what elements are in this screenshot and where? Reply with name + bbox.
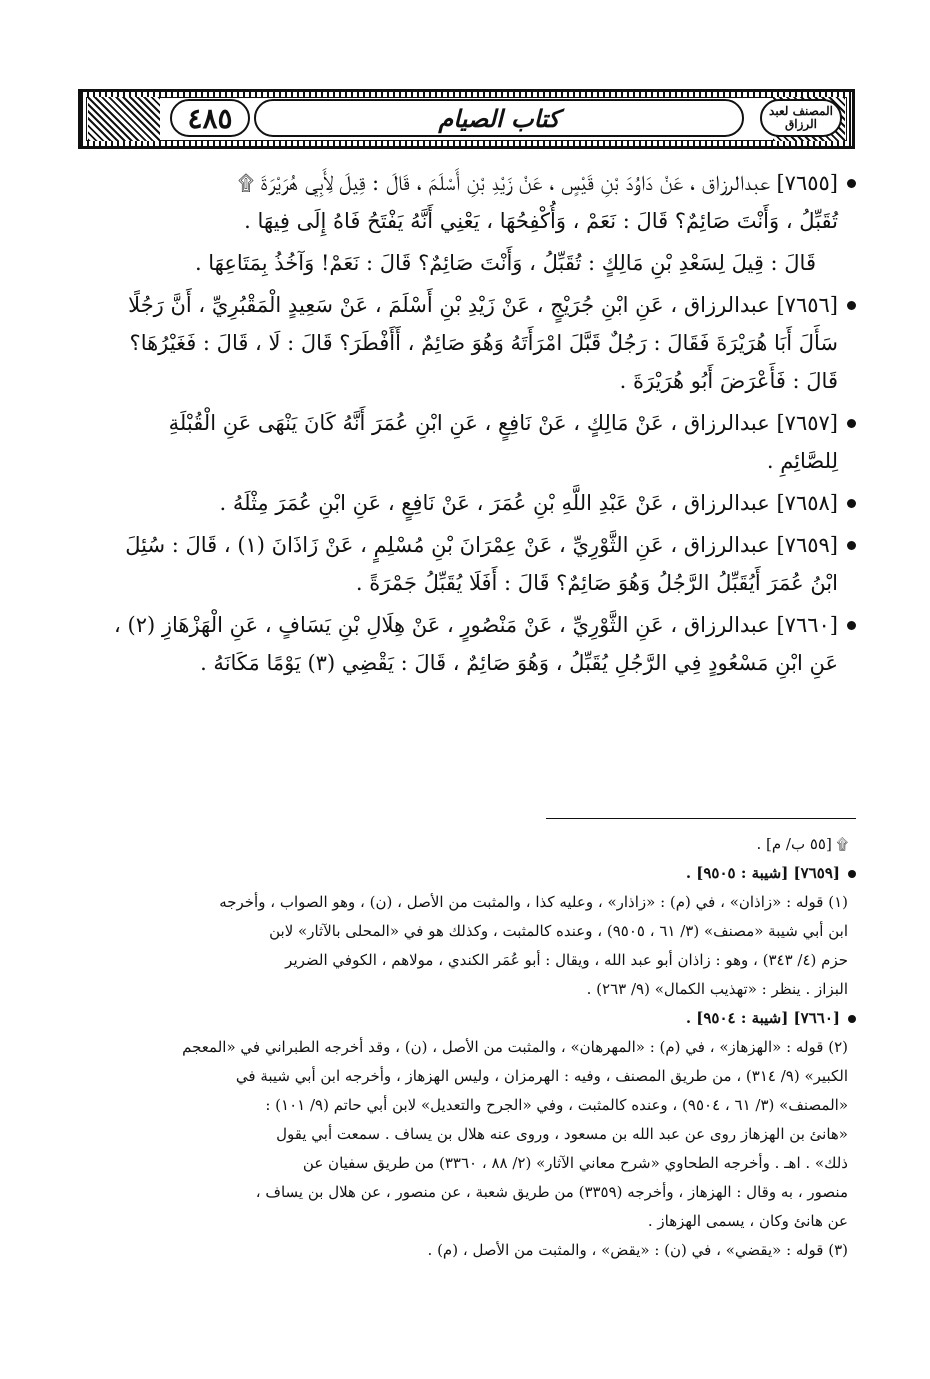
page-number: ٤٨٥ [170, 99, 250, 137]
source-tag-7660 [76, 1004, 856, 1033]
text-line: عن هانئ وكان ، يسمى الهزهاز . [647, 1212, 848, 1230]
text-line: عَنِ ابْنِ مَسْعُودٍ فِي الرَّجُلِ يُقَبِّلُ ، وَهُوَ صَائِمٌ ، قَالَ : يَقْضِي (٣) يَوْمًا مَكَانَهُ . [200, 651, 838, 675]
text-line: سَأَلَ أَبَا هُرَيْرَةَ فَقَالَ : رَجُلٌ قَبَّلَ امْرَأَتَهُ وَهُوَ صَائِمٌ ، أَأَفْطَرَ؟ قَالَ : لَا ، قَالَ : فَغَيْرُهَا؟ [129, 331, 838, 355]
hadith-7657 [76, 404, 856, 480]
bullet-icon [847, 621, 856, 630]
hadith-7656 [76, 286, 856, 400]
text-line: ابْنُ عُمَرَ أَيُقَبِّلُ الرَّجُلُ وَهُوَ صَائِمٌ؟ قَالَ : أَفَلَا يُقَبِّلُ جَمْرَةً . [355, 571, 838, 595]
main-text [76, 164, 856, 686]
text-line: [٧٦٥٥] عبدالرزاق ، عَنْ دَاوُدَ بْنِ قَيْسٍ ، عَنْ زَيْدِ بْنِ أَسْلَمَ ، قَالَ : قِيلَ لِأَبِي هُرَيْرَةَ ۩ [237, 171, 838, 195]
source-tag-7659 [76, 859, 856, 888]
text-line: ابن أبي شيبة «مصنف» (٣/ ٦١ ، ٩٥٠٥) ، وعنده كالمثبت ، وكذلك هو في «المحلى بالآثار» لابن [269, 922, 848, 940]
text-line: البزاز . ينظر : «تهذيب الكمال» (٩/ ٢٦٣) . [586, 980, 848, 998]
hadith-7659 [76, 526, 856, 602]
hadith-7655-cont [76, 244, 856, 282]
text-line: [٧٦٥٨] عبدالرزاق ، عَنْ عَبْدِ اللَّهِ بْنِ عُمَرَ ، عَنْ نَافِعٍ ، عَنِ ابْنِ عُمَرَ مِثْلَهُ . [219, 491, 838, 515]
bullet-icon [847, 419, 856, 428]
text-line: قَالَ : قِيلَ لِسَعْدِ بْنِ مَالِكٍ : تُقَبِّلُ ، وَأَنْتَ صَائِمٌ؟ قَالَ : نَعَمْ! وَآخُذُ بِمَتَاعِهَا . [194, 251, 816, 275]
text-line: (٢) قوله : «الهزهاز» ، في (م) : «المهرهان» ، والمثبت من الأصل ، (ن) ، وقد أخرجه الطبراني في «المعجم [182, 1038, 848, 1056]
text-line: قَالَ : فَأَعْرَضَ أَبُو هُرَيْرَةَ . [619, 369, 838, 393]
folio-marker: ۩ [٥٥ ب/ م] . [756, 835, 848, 853]
text-line: لِلصَّائِمِ . [766, 449, 838, 473]
left-ornament [88, 97, 160, 141]
footnote-2 [76, 1033, 856, 1236]
hadith-7658 [76, 484, 856, 522]
text-line: [٧٦٥٧] عبدالرزاق ، عَنْ مَالِكٍ ، عَنْ نَافِعٍ ، عَنِ ابْنِ عُمَرَ أَنَّهُ كَانَ يَنْهَى عَنِ الْقُبْلَةِ [168, 411, 838, 435]
bullet-icon [847, 179, 856, 188]
text-line: [٧٦٥٩] عبدالرزاق ، عَنِ الثَّوْرِيِّ ، عَنْ عِمْرَانَ بْنِ مُسْلِمٍ ، عَنْ زَاذَانَ (١) ، قَالَ : سُئِلَ [125, 533, 838, 557]
bullet-icon [847, 541, 856, 550]
text-line: حزم (٤/ ٣٤٣) ، وهو : زاذان أبو عبد الله ، ويقال : أبو عُمَر الكندي ، مولاهم ، الكوفي الضرير [285, 951, 848, 969]
text-line: [٧٦٥٦] عبدالرزاق ، عَنِ ابْنِ جُرَيْجٍ ، عَنْ زَيْدِ بْنِ أَسْلَمَ ، عَنْ سَعِيدٍ الْمَقْبُرِيِّ ، أَنَّ رَجُلًا [128, 293, 838, 317]
hadith-7660 [76, 606, 856, 682]
bullet-icon [847, 499, 856, 508]
text-line: منصور ، به وقال : الهزهاز ، وأخرجه (٣٣٥٩) من طريق شعبة ، عن منصور ، عن هلال بن يساف ، [255, 1183, 848, 1201]
source-tag-text: [٧٦٥٩] [شيبة : ٩٥٠٥] . [685, 864, 840, 882]
text-line: «هانئ بن الهزهاز روى عن عبد الله بن مسعود ، وروى عنه هلال بن يساف . سمعت أبي يقول [276, 1125, 848, 1143]
text-line: (١) قوله : «زاذان» ، في (م) : «زاذار» ، وعليه كذا ، والمثبت من الأصل ، (ن) ، وهو الصواب ، وأخرجه [219, 893, 848, 911]
text-line: الكبير» (٩/ ٣١٤) ، من طريق المصنف ، وفيه : الهرمزان ، وليس الهزهاز ، وأخرجه ابن أبي شيبة في [235, 1067, 848, 1085]
source-tag-text: [٧٦٦٠] [شيبة : ٩٥٠٤] . [685, 1009, 840, 1027]
footnote-3: (٣) قوله : «يقضي» ، في (ن) : «يقض» ، والمثبت من الأصل ، (م) . [427, 1241, 848, 1259]
footnote-1 [76, 888, 856, 1004]
footnotes [76, 830, 856, 1265]
bullet-icon [848, 870, 856, 878]
text-line: ذلك» . اهـ . وأخرجه الطحاوي «شرح معاني الآثار» (٢/ ٨٨ ، ٣٣٦٠) من طريق سفيان عن [302, 1154, 848, 1172]
text-line: [٧٦٦٠] عبدالرزاق ، عَنِ الثَّوْرِيِّ ، عَنْ مَنْصُورٍ ، عَنْ هِلَالِ بْنِ يَسَافٍ ، عَنِ الْهَزْهَازِ (٢) ، [114, 613, 838, 637]
book-logo: المصنف لعبد الرزاق [760, 99, 842, 137]
text-line: تُقَبِّلُ ، وَأَنْتَ صَائِمٌ؟ قَالَ : نَعَمْ ، وَأُكْفِحُهَا ، يَعْنِي أَنَّهُ يَفْتَحُ فَاهُ إِلَى فِيهَا . [244, 209, 838, 233]
bullet-icon [848, 1015, 856, 1023]
hadith-7655 [76, 164, 856, 240]
chapter-title: كتاب الصيام [254, 99, 744, 137]
text-line: «المصنف» (٣/ ٦١ ، ٩٥٠٤) ، وعنده كالمثبت ، وفي «الجرح والتعديل» لابن أبي حاتم (٩/ ١٠١) : [265, 1096, 848, 1114]
footnote-divider [546, 818, 856, 819]
page-header [78, 89, 855, 149]
bullet-icon [847, 301, 856, 310]
